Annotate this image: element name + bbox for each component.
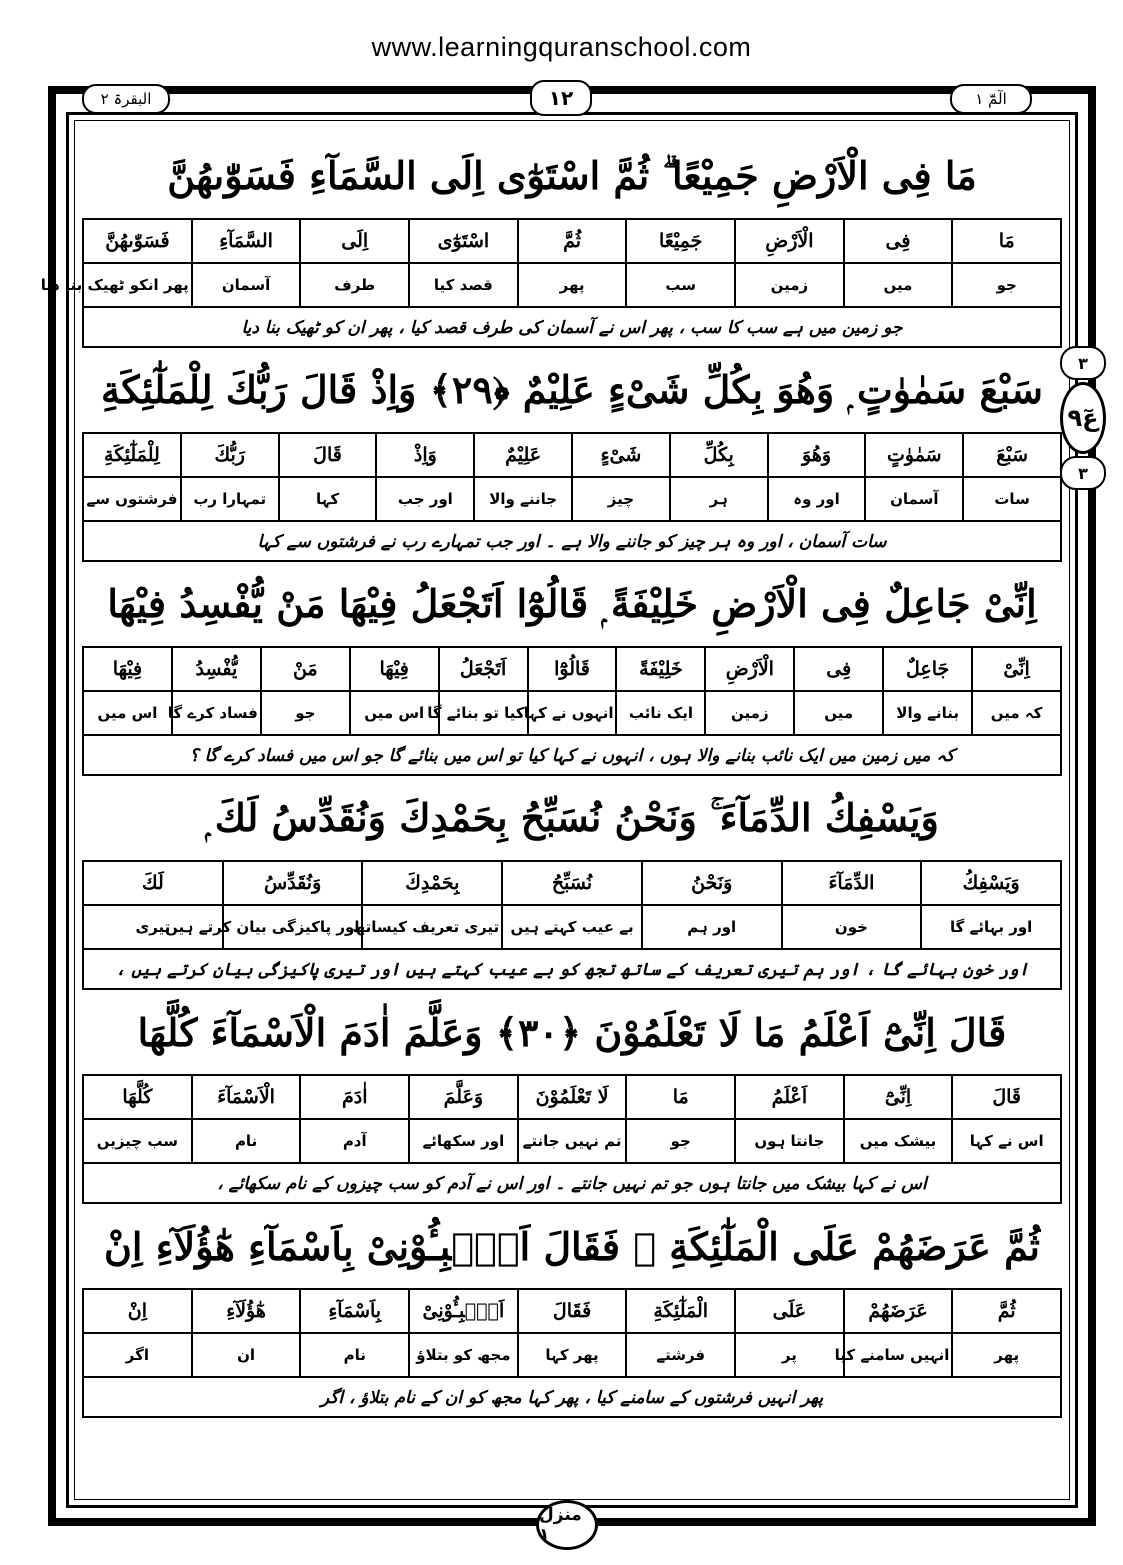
arabic-word-cell: قَالُوْٓا (528, 647, 617, 691)
arabic-word-cell: الْاَرْضِ (735, 219, 844, 263)
urdu-meaning-cell: پھر (518, 263, 627, 307)
urdu-meaning-cell: پھر (952, 1333, 1061, 1377)
arabic-word-cell: وَنَحْنُ (642, 861, 782, 905)
word-by-word-table (82, 860, 1062, 950)
urdu-translation-line: کہ میں زمین میں ایک نائب بنانے والا ہوں ، انہوں نے کہا کیا تو اس میں بنائے گا جو اس میں فساد کرے گا ؟ (82, 736, 1062, 776)
arabic-word-cell: لَا تَعْلَمُوْنَ (518, 1075, 627, 1119)
arabic-word-cell: سَمٰوٰتٍ (865, 433, 963, 477)
urdu-meaning-row (83, 1333, 1061, 1377)
urdu-meaning-row (83, 1119, 1061, 1163)
urdu-meaning-cell: میں (794, 691, 883, 735)
arabic-word-cell: فَسَوّٰىهُنَّ (83, 219, 192, 263)
arabic-words-row (83, 219, 1061, 263)
urdu-meaning-cell: قصد کیا (409, 263, 518, 307)
arabic-word-cell: قَالَ (279, 433, 377, 477)
urdu-translation-line: جو زمین میں ہے سب کا سب ، پھر اس نے آسمان کی طرف قصد کیا ، پھر ان کو ٹھیک بنا دیا (82, 308, 1062, 348)
urdu-meaning-cell: تیری (83, 905, 223, 949)
arabic-word-cell: بِاَسْمَآءِ (300, 1289, 409, 1333)
urdu-meaning-cell: پھر انکو ٹھیک بنا دیا (83, 263, 192, 307)
urdu-translation-line: سات آسمان ، اور وہ ہر چیز کو جاننے والا ہے ۔ اور جب تمہارے رب نے فرشتوں سے کہا (82, 522, 1062, 562)
manzil-badge: منزل ۱ (536, 1500, 598, 1550)
ruku-marker-bottom: ۳ (1060, 456, 1106, 490)
ruku-marker (1060, 346, 1106, 492)
word-by-word-table (82, 1288, 1062, 1378)
urdu-meaning-row (83, 263, 1061, 307)
urdu-meaning-cell: انہیں سامنے کیا (844, 1333, 953, 1377)
urdu-meaning-cell: جو (626, 1119, 735, 1163)
arabic-word-cell: مَا (952, 219, 1061, 263)
arabic-word-cell: وَهُوَ (768, 433, 866, 477)
arabic-word-cell: شَیْءٍ (572, 433, 670, 477)
arabic-word-cell: اِنِّیْٓ (844, 1075, 953, 1119)
urdu-meaning-cell: اور ہم (642, 905, 782, 949)
website-url[interactable]: www.learningquranschool.com (371, 32, 752, 62)
arabic-word-cell: الْاَسْمَآءَ (192, 1075, 301, 1119)
arabic-word-cell: الْاَرْضِ (705, 647, 794, 691)
arabic-word-cell: عَرَضَهُمْ (844, 1289, 953, 1333)
urdu-meaning-cell: انہوں نے کہا (528, 691, 617, 735)
urdu-meaning-cell: سب (626, 263, 735, 307)
urdu-meaning-cell: خون (782, 905, 922, 949)
urdu-meaning-row (83, 477, 1061, 521)
arabic-words-row (83, 1289, 1061, 1333)
urdu-meaning-cell: جانتا ہوں (735, 1119, 844, 1163)
arabic-word-cell: فِی (844, 219, 953, 263)
surah-name-label: ۲ البقرۃ (82, 84, 170, 114)
urdu-meaning-cell: زمین (705, 691, 794, 735)
urdu-meaning-cell: فرشتوں سے (83, 477, 181, 521)
urdu-translation-line: پھر انہیں فرشتوں کے سامنے کیا ، پھر کہا مجھ کو ان کے نام بتلاؤ ، اگر (82, 1378, 1062, 1418)
ruku-marker-ain: عٓ۹ (1060, 382, 1106, 454)
urdu-meaning-cell: پر (735, 1333, 844, 1377)
ruku-marker-top: ۳ (1060, 346, 1106, 380)
arabic-verse-line: سَبْعَ سَمٰوٰتٍ ۭ وَهُوَ بِكُلِّ شَیْءٍ عَلِیْمٌ ﴿۲۹﴾ وَاِذْ قَالَ رَبُّكَ لِلْمَلٰٓئِكَةِ (101, 367, 1043, 412)
urdu-meaning-cell: بے عیب کہتے ہیں (502, 905, 642, 949)
urdu-meaning-cell: سات (963, 477, 1061, 521)
urdu-meaning-cell: اور جب (376, 477, 474, 521)
arabic-word-cell: الدِّمَآءَ (782, 861, 922, 905)
urdu-meaning-cell: اور وہ (768, 477, 866, 521)
urdu-meaning-cell: آسمان (192, 263, 301, 307)
arabic-word-cell: اِنِّیْ (972, 647, 1061, 691)
urdu-meaning-cell: ان (192, 1333, 301, 1377)
arabic-word-cell: اِلَی (300, 219, 409, 263)
arabic-word-cell: خَلِیْفَةً (616, 647, 705, 691)
urdu-meaning-cell: تمہارا رب (181, 477, 279, 521)
arabic-word-cell: سَبْعَ (963, 433, 1061, 477)
verse-block (82, 776, 1062, 990)
arabic-word-cell: ثُمَّ (518, 219, 627, 263)
urdu-meaning-cell: کہ میں (972, 691, 1061, 735)
arabic-word-cell: عَلَی (735, 1289, 844, 1333)
arabic-verse-line: وَیَسْفِكُ الدِّمَآءَ ۚ وَنَحْنُ نُسَبِّحُ بِحَمْدِكَ وَنُقَدِّسُ لَكَ ۭ (205, 795, 939, 840)
arabic-word-cell: وَاِذْ (376, 433, 474, 477)
arabic-word-cell: اِنْ (83, 1289, 192, 1333)
arabic-word-cell: وَیَسْفِكُ (921, 861, 1061, 905)
urdu-meaning-cell: تیری تعریف کیساتھ (362, 905, 502, 949)
arabic-word-cell: بِحَمْدِكَ (362, 861, 502, 905)
urdu-meaning-cell: آدم (300, 1119, 409, 1163)
arabic-word-cell: وَنُقَدِّسُ (223, 861, 363, 905)
urdu-meaning-cell: طرف (300, 263, 409, 307)
arabic-word-cell: السَّمَآءِ (192, 219, 301, 263)
urdu-meaning-cell: اس میں (83, 691, 172, 735)
urdu-meaning-cell: کیا تو بنائے گا (439, 691, 528, 735)
urdu-meaning-cell: فرشتے (626, 1333, 735, 1377)
urdu-meaning-cell: اور بہائے گا (921, 905, 1061, 949)
urdu-meaning-cell: اس نے کہا (952, 1119, 1061, 1163)
urdu-meaning-cell: فساد کرے گا (172, 691, 261, 735)
arabic-words-row (83, 1075, 1061, 1119)
urdu-meaning-cell: نام (192, 1119, 301, 1163)
verse-block (40, 134, 1062, 348)
arabic-word-cell: بِكُلِّ (670, 433, 768, 477)
urdu-meaning-cell: مجھ کو بتلاؤ (409, 1333, 518, 1377)
arabic-word-cell: الْمَلٰٓئِكَةِ (626, 1289, 735, 1333)
arabic-word-cell: هٰٓؤُلَآءِ (192, 1289, 301, 1333)
arabic-word-cell: فِی (794, 647, 883, 691)
urdu-meaning-cell: اگر (83, 1333, 192, 1377)
verse-block (82, 562, 1062, 776)
urdu-meaning-cell: اور سکھائے (409, 1119, 518, 1163)
verse-block (82, 348, 1062, 562)
arabic-word-cell: جَاعِلٌ (883, 647, 972, 691)
arabic-verse-line: مَا فِی الْاَرْضِ جَمِیْعًا ۗ ثُمَّ اسْتَوٰٓی اِلَی السَّمَآءِ فَسَوّٰىهُنَّ (167, 153, 977, 198)
page-number: ۱۲ (530, 80, 592, 116)
urdu-translation-line: اور خون بہائے گا ، اور ہم تیری تعریف کے ساتھ تجھ کو بے عیب کہتے ہیں اور تیری پاکیزگی بیان کرتے ہیں ، (82, 950, 1062, 990)
urdu-meaning-cell: میں (844, 263, 953, 307)
urdu-meaning-cell: زمین (735, 263, 844, 307)
word-by-word-table (82, 646, 1062, 736)
arabic-word-cell: قَالَ (952, 1075, 1061, 1119)
urdu-meaning-cell: اس میں (350, 691, 439, 735)
urdu-meaning-cell: جاننے والا (474, 477, 572, 521)
juz-name-label: الٓمّٓ ۱ (950, 84, 1032, 114)
arabic-word-cell: اٰدَمَ (300, 1075, 409, 1119)
urdu-meaning-cell: بیشک میں (844, 1119, 953, 1163)
arabic-word-cell: عَلِیْمٌ (474, 433, 572, 477)
urdu-meaning-row (83, 691, 1061, 735)
urdu-meaning-cell: ایک نائب (616, 691, 705, 735)
arabic-word-cell: وَعَلَّمَ (409, 1075, 518, 1119)
urdu-meaning-cell: سب چیزیں (83, 1119, 192, 1163)
arabic-word-cell: كُلَّهَا (83, 1075, 192, 1119)
arabic-word-cell: جَمِیْعًا (626, 219, 735, 263)
verse-block (82, 1204, 1062, 1418)
arabic-verse-line: ثُمَّ عَرَضَهُمْ عَلَی الْمَلٰٓئِكَةِ ۙ فَقَالَ اَنْۢبِـُٔوْنِیْ بِاَسْمَآءِ هٰٓؤُلَآءِ اِنْ (104, 1223, 1040, 1269)
urdu-meaning-cell: نام (300, 1333, 409, 1377)
urdu-meaning-cell: چیز (572, 477, 670, 521)
arabic-word-cell: لِلْمَلٰٓئِكَةِ (83, 433, 181, 477)
arabic-word-cell: اَتَجْعَلُ (439, 647, 528, 691)
urdu-meaning-cell: تم نہیں جانتے (518, 1119, 627, 1163)
arabic-word-cell: ثُمَّ (952, 1289, 1061, 1333)
urdu-meaning-cell: اور پاکیزگی بیان کرتے ہیں (223, 905, 363, 949)
verse-block (82, 990, 1062, 1204)
arabic-verse-line: قَالَ اِنِّیْٓ اَعْلَمُ مَا لَا تَعْلَمُوْنَ ﴿۳۰﴾ وَعَلَّمَ اٰدَمَ الْاَسْمَآءَ كُلَّهَا (137, 1009, 1007, 1055)
translation-content (40, 134, 1062, 1418)
arabic-word-cell: فِیْهَا (350, 647, 439, 691)
arabic-word-cell: فِیْهَا (83, 647, 172, 691)
arabic-word-cell: اَنْۢبِـُٔوْنِیْ (409, 1289, 518, 1333)
arabic-word-cell: مَا (626, 1075, 735, 1119)
arabic-word-cell: رَبُّكَ (181, 433, 279, 477)
arabic-word-cell: فَقَالَ (518, 1289, 627, 1333)
urdu-meaning-cell: جو (261, 691, 350, 735)
arabic-word-cell: یُّفْسِدُ (172, 647, 261, 691)
arabic-word-cell: اَعْلَمُ (735, 1075, 844, 1119)
word-by-word-table (82, 432, 1062, 522)
arabic-words-row (83, 861, 1061, 905)
urdu-translation-line: اس نے کہا بیشک میں جانتا ہوں جو تم نہیں جانتے ۔ اور اس نے آدم کو سب چیزوں کے نام سکھائے ، (82, 1164, 1062, 1204)
arabic-words-row (83, 433, 1061, 477)
arabic-verse-line: اِنِّیْ جَاعِلٌ فِی الْاَرْضِ خَلِیْفَةً ۭ قَالُوْٓا اَتَجْعَلُ فِیْهَا مَنْ یُّفْسِدُ فِیْهَا (107, 581, 1037, 626)
arabic-word-cell: مَنْ (261, 647, 350, 691)
arabic-word-cell: نُسَبِّحُ (502, 861, 642, 905)
arabic-words-row (83, 647, 1061, 691)
arabic-word-cell: لَكَ (83, 861, 223, 905)
urdu-meaning-cell: ہر (670, 477, 768, 521)
urdu-meaning-cell: پھر کہا (518, 1333, 627, 1377)
urdu-meaning-cell: آسمان (865, 477, 963, 521)
urdu-meaning-row (83, 905, 1061, 949)
urdu-meaning-cell: بنانے والا (883, 691, 972, 735)
urdu-meaning-cell: جو (952, 263, 1061, 307)
word-by-word-table (40, 218, 1062, 308)
urdu-meaning-cell: کہا (279, 477, 377, 521)
arabic-word-cell: اسْتَوٰٓی (409, 219, 518, 263)
word-by-word-table (82, 1074, 1062, 1164)
